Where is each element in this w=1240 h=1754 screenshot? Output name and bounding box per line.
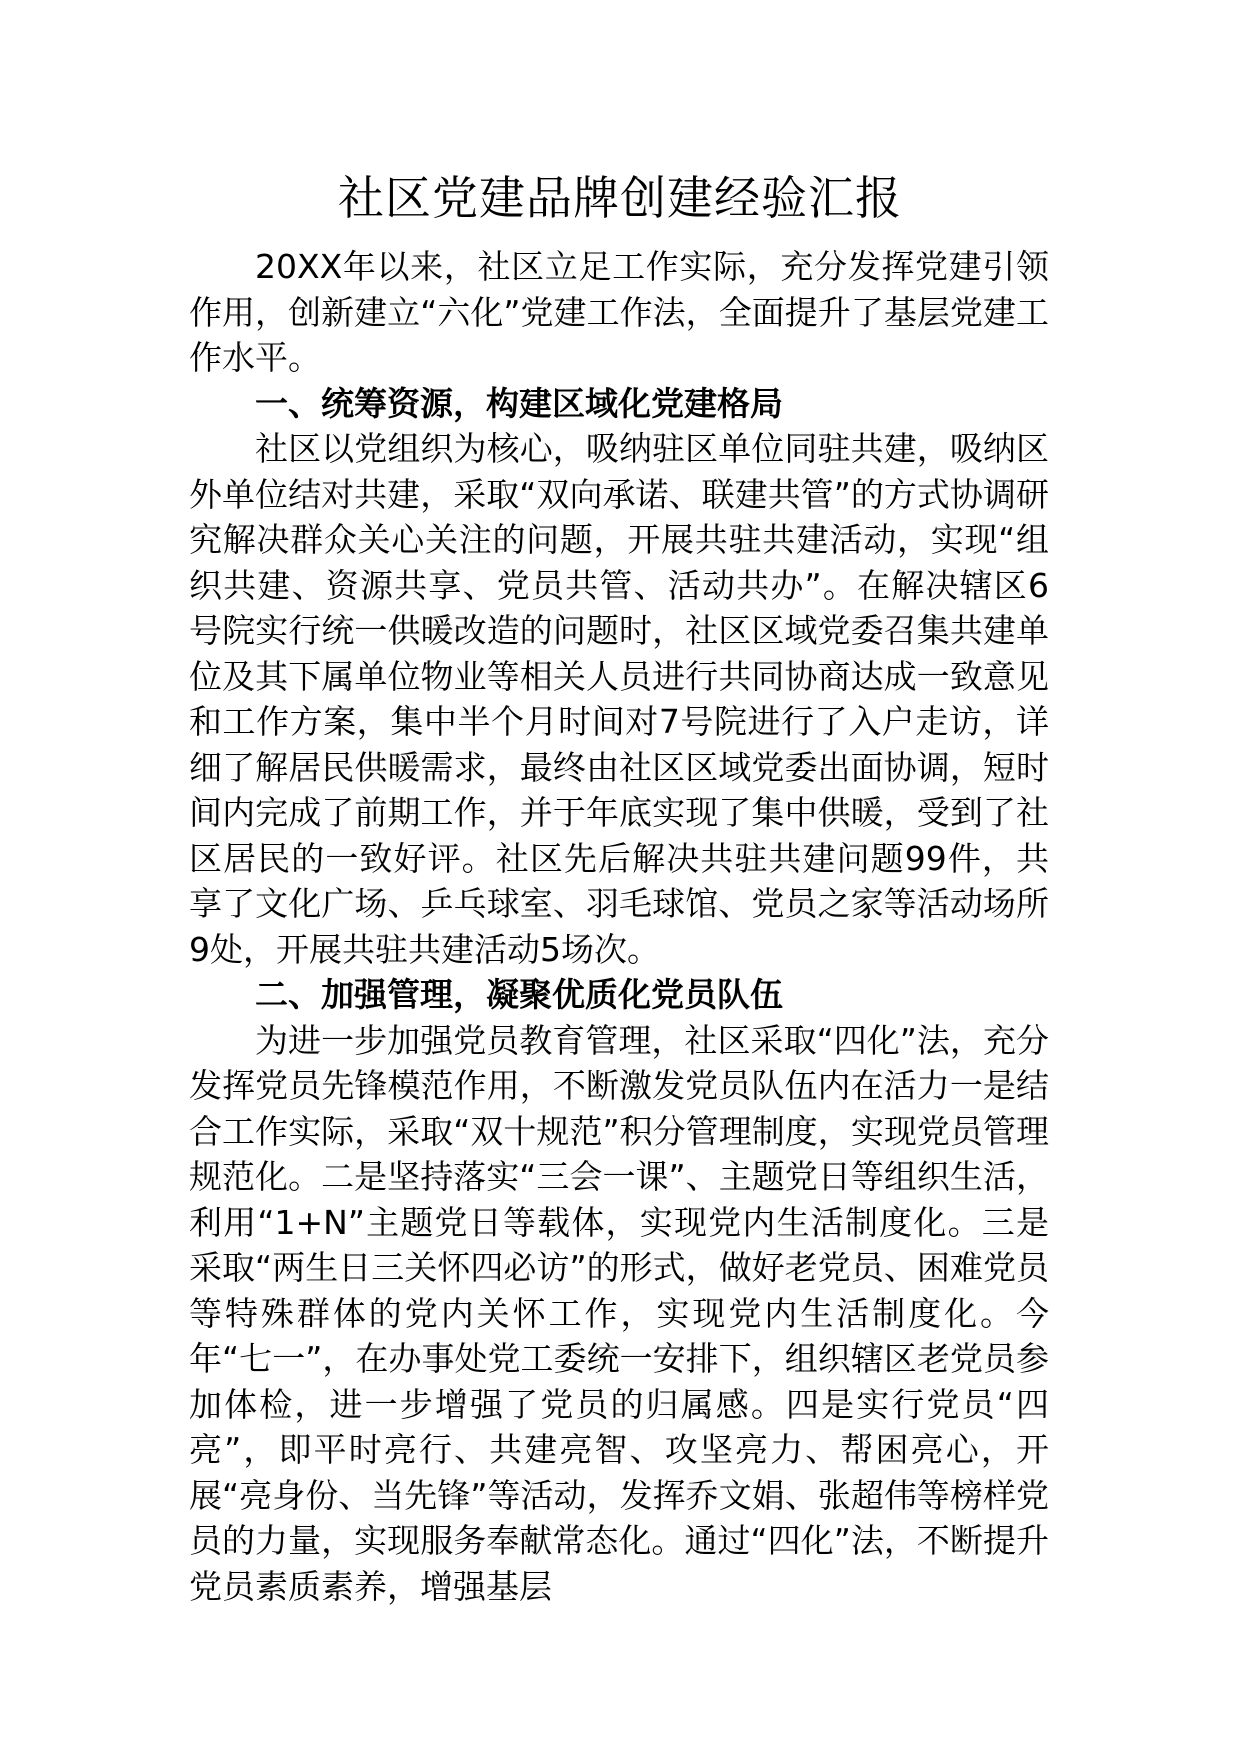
section-1-paragraph: 社区以党组织为核心，吸纳驻区单位同驻共建，吸纳区外单位结对共建，采取“双向承诺、联建共管”的方式协调研究解决群众关心关注的问题，开展共驻共建活动，实现“组织共建、资源共享、党员共管、活动共办”。在解决辖区6号院实行统一供暖改造的问题时，社区区域党委召集共建单位及其下属单位物业等相关人员进行共同协商达成一致意见和工作方案，集中半个月时间对7号院进行了入户走访，详细了解居民供暖需求，最终由社区区域党委出面协调，短时间内完成了前期工作，并于年底实现了集中供暖，受到了社区居民的一致好评。社区先后解决共驻共建问题99件，共享了文化广场、乒乓球室、羽毛球馆、党员之家等活动场所9处，开展共驻共建活动5场次。	[189, 429, 1049, 969]
document-body	[189, 244, 1049, 1609]
section-2-paragraph: 为进一步加强党员教育管理，社区采取“四化”法，充分发挥党员先锋模范作用，不断激发党员队伍内在活力一是结合工作实际，采取“双十规范”积分管理制度，实现党员管理规范化。二是坚持落实“三会一课”、主题党日等组织生活，利用“1+N”主题党日等载体，实现党内生活制度化。三是采取“两生日三关怀四必访”的形式，做好老党员、困难党员等特殊群体的党内关怀工作，实现党内生活制度化。今年“七一”，在办事处党工委统一安排下，组织辖区老党员参加体检，进一步增强了党员的归属感。四是实行党员“四亮”，即平时亮行、共建亮智、攻坚亮力、帮困亮心，开展“亮身份、当先锋”等活动，发挥乔文娟、张超伟等榜样党员的力量，实现服务奉献常态化。通过“四化”法，不断提升党员素质素养，增强基层	[189, 1020, 1049, 1606]
intro-paragraph: 20XX年以来，社区立足工作实际，充分发挥党建引领作用，创新建立“六化”党建工作法，全面提升了基层党建工作水平。	[189, 247, 1049, 377]
document-title: 社区党建品牌创建经验汇报	[338, 171, 902, 225]
section-2-heading: 二、加强管理，凝聚优质化党员队伍	[255, 975, 783, 1014]
section-1-heading: 一、统筹资源，构建区域化党建格局	[255, 383, 783, 423]
